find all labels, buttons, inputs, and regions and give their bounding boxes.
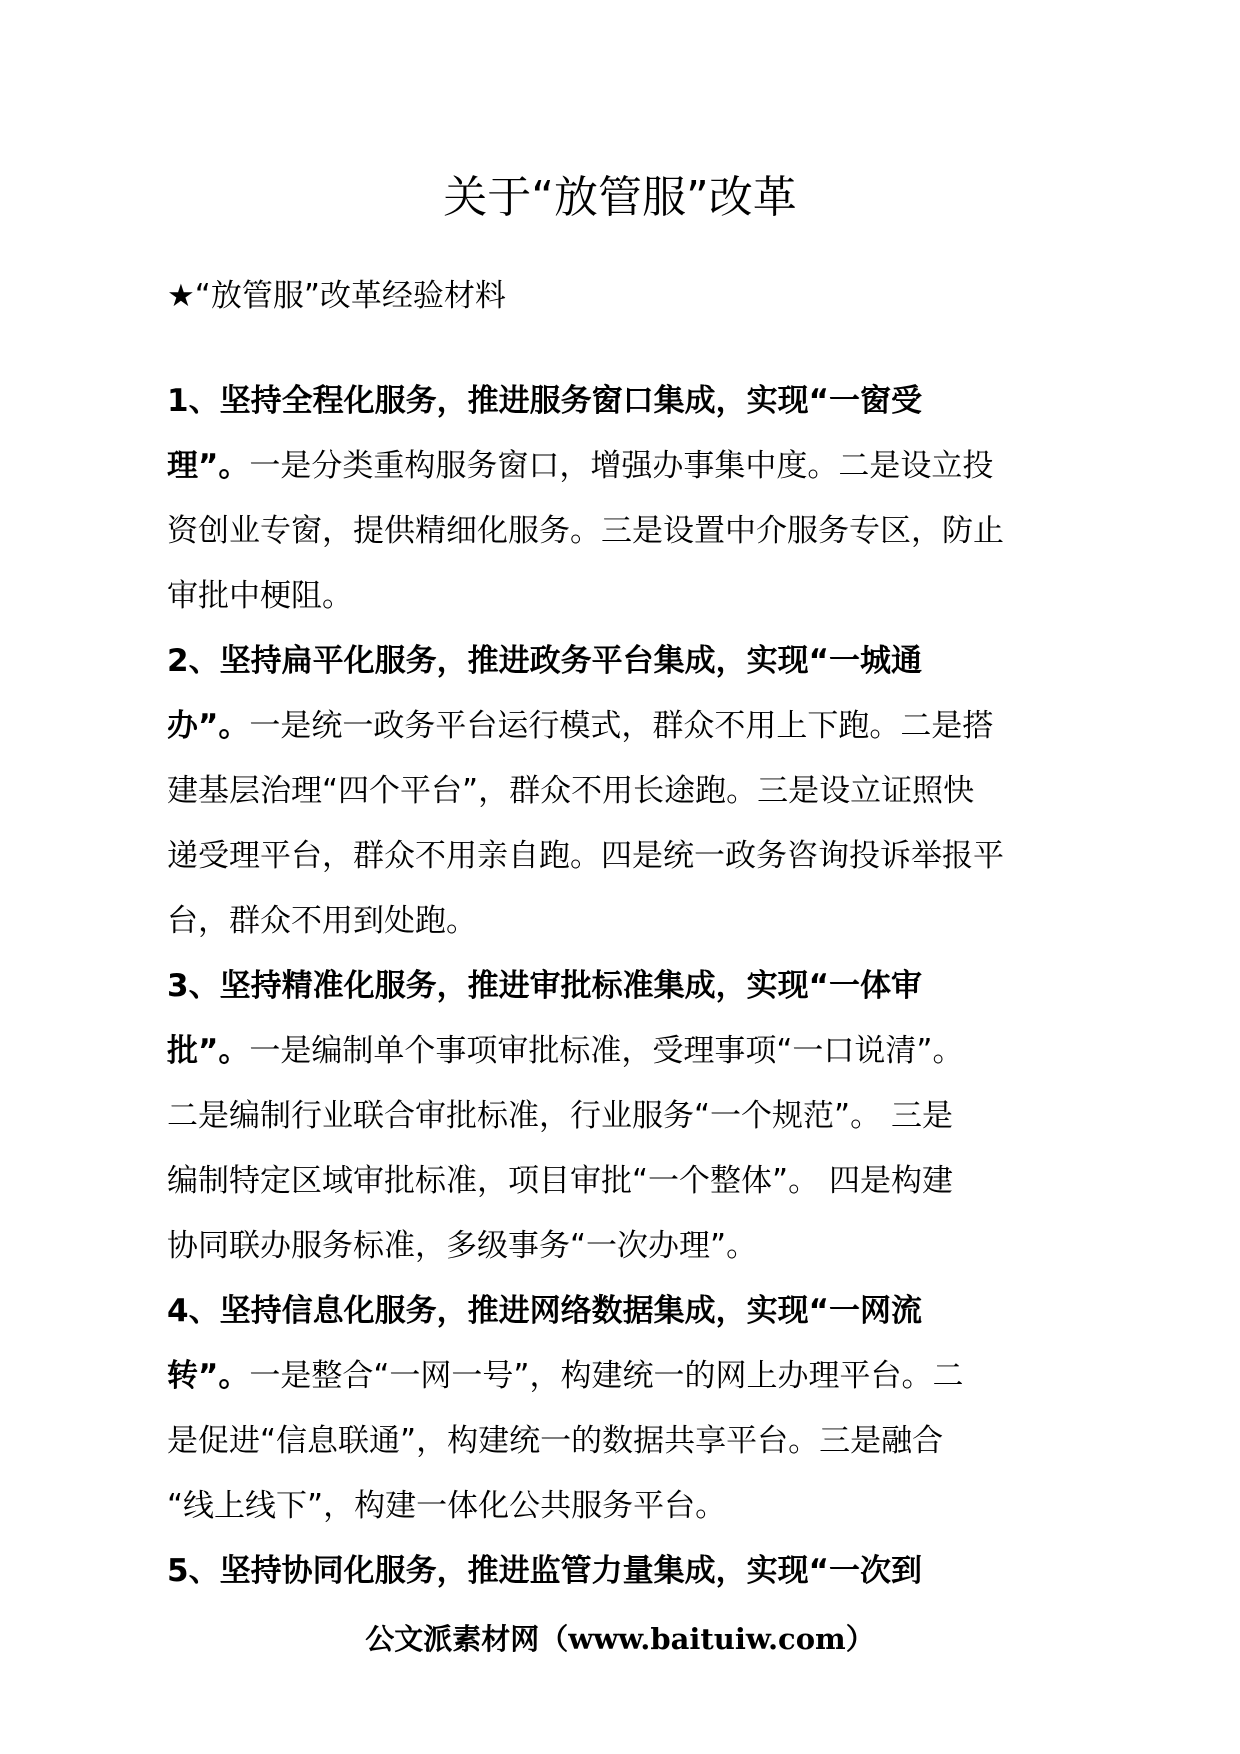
body-text: 编制特定区域审批标准，项目审批“一个整体”。 四是构建 <box>167 1163 953 1199</box>
bold-heading-text: 理”。 <box>167 448 250 484</box>
footer-source: 公文派素材网（www.baituiw.com） <box>365 1622 875 1656</box>
text-line <box>167 954 1077 1019</box>
body-text: 一是统一政务平台运行模式，群众不用上下跑。二是搭 <box>249 708 994 744</box>
body-text: 资创业专窗，提供精细化服务。三是设置中介服务专区，防止 <box>167 513 1004 549</box>
text-line <box>167 759 1077 824</box>
text-line <box>167 434 1077 499</box>
text-line <box>167 1084 1077 1149</box>
body-text: 审批中梗阻。 <box>167 578 353 614</box>
bold-heading-text: 批”。 <box>167 1033 250 1069</box>
body-text: 协同联办服务标准，多级事务“一次办理”。 <box>167 1228 758 1264</box>
text-line <box>167 1149 1077 1214</box>
text-line <box>167 1474 1077 1539</box>
body-text: 是促进“信息联通”，构建统一的数据共享平台。三是融合 <box>167 1423 944 1459</box>
bold-heading-text: 4、坚持信息化服务，推进网络数据集成，实现“一网流 <box>167 1293 922 1329</box>
bold-heading-text: 2、坚持扁平化服务，推进政务平台集成，实现“一城通 <box>167 643 922 679</box>
text-line <box>167 369 1077 434</box>
text-line <box>167 1279 1077 1344</box>
body-text: 一是分类重构服务窗口，增强办事集中度。二是设立投 <box>249 448 994 484</box>
text-line <box>167 694 1077 759</box>
text-line <box>167 1214 1077 1279</box>
document-body <box>167 369 1077 1604</box>
text-line <box>167 629 1077 694</box>
body-text: 建基层治理“四个平台”，群众不用长途跑。三是设立证照快 <box>167 773 975 809</box>
body-text: 台，群众不用到处跑。 <box>167 903 477 939</box>
document-subtitle: ★“放管服”改革经验材料 <box>167 278 506 314</box>
text-line <box>167 499 1077 564</box>
bold-heading-text: 3、坚持精准化服务，推进审批标准集成，实现“一体审 <box>167 968 922 1004</box>
bold-heading-text: 转”。 <box>167 1358 250 1394</box>
document-title: 关于“放管服”改革 <box>443 172 797 223</box>
body-text: 递受理平台，群众不用亲自跑。四是统一政务咨询投诉举报平 <box>167 838 1004 874</box>
text-line <box>167 1539 1077 1604</box>
body-text: 二是编制行业联合审批标准，行业服务“一个规范”。 三是 <box>167 1098 953 1134</box>
text-line <box>167 1344 1077 1409</box>
text-line <box>167 824 1077 889</box>
bold-heading-text: 5、坚持协同化服务，推进监管力量集成，实现“一次到 <box>167 1553 922 1589</box>
body-text: 一是整合“一网一号”，构建统一的网上办理平台。二 <box>249 1358 964 1394</box>
bold-heading-text: 1、坚持全程化服务，推进服务窗口集成，实现“一窗受 <box>167 383 922 419</box>
body-text: “线上线下”，构建一体化公共服务平台。 <box>167 1488 727 1524</box>
text-line <box>167 564 1077 629</box>
text-line <box>167 1019 1077 1084</box>
body-text: 一是编制单个事项审批标准，受理事项“一口说清”。 <box>249 1033 964 1069</box>
text-line <box>167 889 1077 954</box>
text-line <box>167 1409 1077 1474</box>
bold-heading-text: 办”。 <box>167 708 250 744</box>
